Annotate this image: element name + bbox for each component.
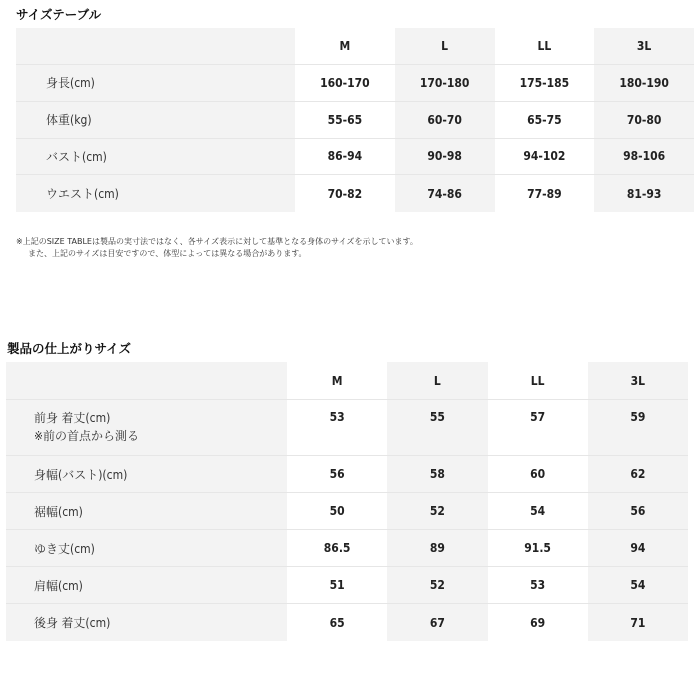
table-cell: 57 [488,400,588,456]
size-header-ll: LL [495,28,595,65]
table-cell: 65 [287,604,387,641]
row-label-front-length [6,400,287,456]
table-cell: 52 [387,567,487,604]
table-cell: 67 [387,604,487,641]
table-row [6,400,688,456]
size-header-ll: LL [488,362,588,400]
table-cell: 160-170 [295,65,395,102]
finished-size-title: 製品の仕上がりサイズ [7,341,132,356]
row-label-hem-width: 裾幅(cm) [6,493,287,530]
table-cell: 71 [588,604,688,641]
size-header-l: L [395,28,495,65]
table-cell: 54 [488,493,588,530]
row-label-text: 前身 着丈(cm) [34,411,111,425]
table-cell: 53 [488,567,588,604]
table-row [6,493,688,530]
table-cell: 59 [588,400,688,456]
table-cell: 62 [588,456,688,493]
size-table-title: サイズテーブル [16,7,102,22]
table-cell: 69 [488,604,588,641]
size-table-header-row [16,28,694,65]
table-cell: 51 [287,567,387,604]
row-label-weight: 体重(kg) [16,102,295,139]
table-row [16,65,694,102]
table-cell: 56 [588,493,688,530]
table-cell: 70-82 [295,175,395,212]
table-row [6,456,688,493]
table-cell: 180-190 [594,65,694,102]
table-cell: 56 [287,456,387,493]
table-cell: 58 [387,456,487,493]
finished-table-header-row [6,362,688,400]
table-cell: 52 [387,493,487,530]
row-label-chest-width: 身幅(バスト)(cm) [6,456,287,493]
table-cell: 55 [387,400,487,456]
row-label-subtext: ※前の首点から測る [34,429,140,443]
table-cell: 77-89 [495,175,595,212]
table-cell: 94-102 [495,139,595,176]
table-cell: 98-106 [594,139,694,176]
size-header-m: M [295,28,395,65]
finished-size-table [6,362,688,641]
size-header-3l: 3L [594,28,694,65]
table-row [6,530,688,567]
table-cell: 50 [287,493,387,530]
table-cell: 170-180 [395,65,495,102]
table-cell: 60-70 [395,102,495,139]
size-table-note [16,236,418,260]
table-cell: 55-65 [295,102,395,139]
table-cell: 65-75 [495,102,595,139]
table-cell: 74-86 [395,175,495,212]
row-label-height: 身長(cm) [16,65,295,102]
header-corner-cell [6,362,287,400]
table-cell: 60 [488,456,588,493]
table-row [16,139,694,176]
row-label-bust: バスト(cm) [16,139,295,176]
table-cell: 94 [588,530,688,567]
table-row [6,567,688,604]
table-cell: 175-185 [495,65,595,102]
table-row [6,604,688,641]
table-cell: 86-94 [295,139,395,176]
row-label-shoulder-width: 肩幅(cm) [6,567,287,604]
row-label-back-length: 後身 着丈(cm) [6,604,287,641]
table-cell: 54 [588,567,688,604]
table-cell: 81-93 [594,175,694,212]
row-label-sleeve-length: ゆき丈(cm) [6,530,287,567]
table-row [16,102,694,139]
table-cell: 53 [287,400,387,456]
row-label-waist: ウエスト(cm) [16,175,295,212]
size-header-m: M [287,362,387,400]
table-cell: 86.5 [287,530,387,567]
table-row [16,175,694,212]
table-cell: 91.5 [488,530,588,567]
table-cell: 90-98 [395,139,495,176]
header-corner-cell [16,28,295,65]
table-cell: 89 [387,530,487,567]
table-cell: 70-80 [594,102,694,139]
size-header-3l: 3L [588,362,688,400]
note-line: また、上記のサイズは目安ですので、体型によっては異なる場合があります。 [28,249,307,258]
note-line: ※上記のSIZE TABLEは製品の実寸法ではなく、各サイズ表示に対して基準となる身体のサイズを示しています。 [16,237,418,246]
size-table [16,28,694,212]
size-header-l: L [387,362,487,400]
